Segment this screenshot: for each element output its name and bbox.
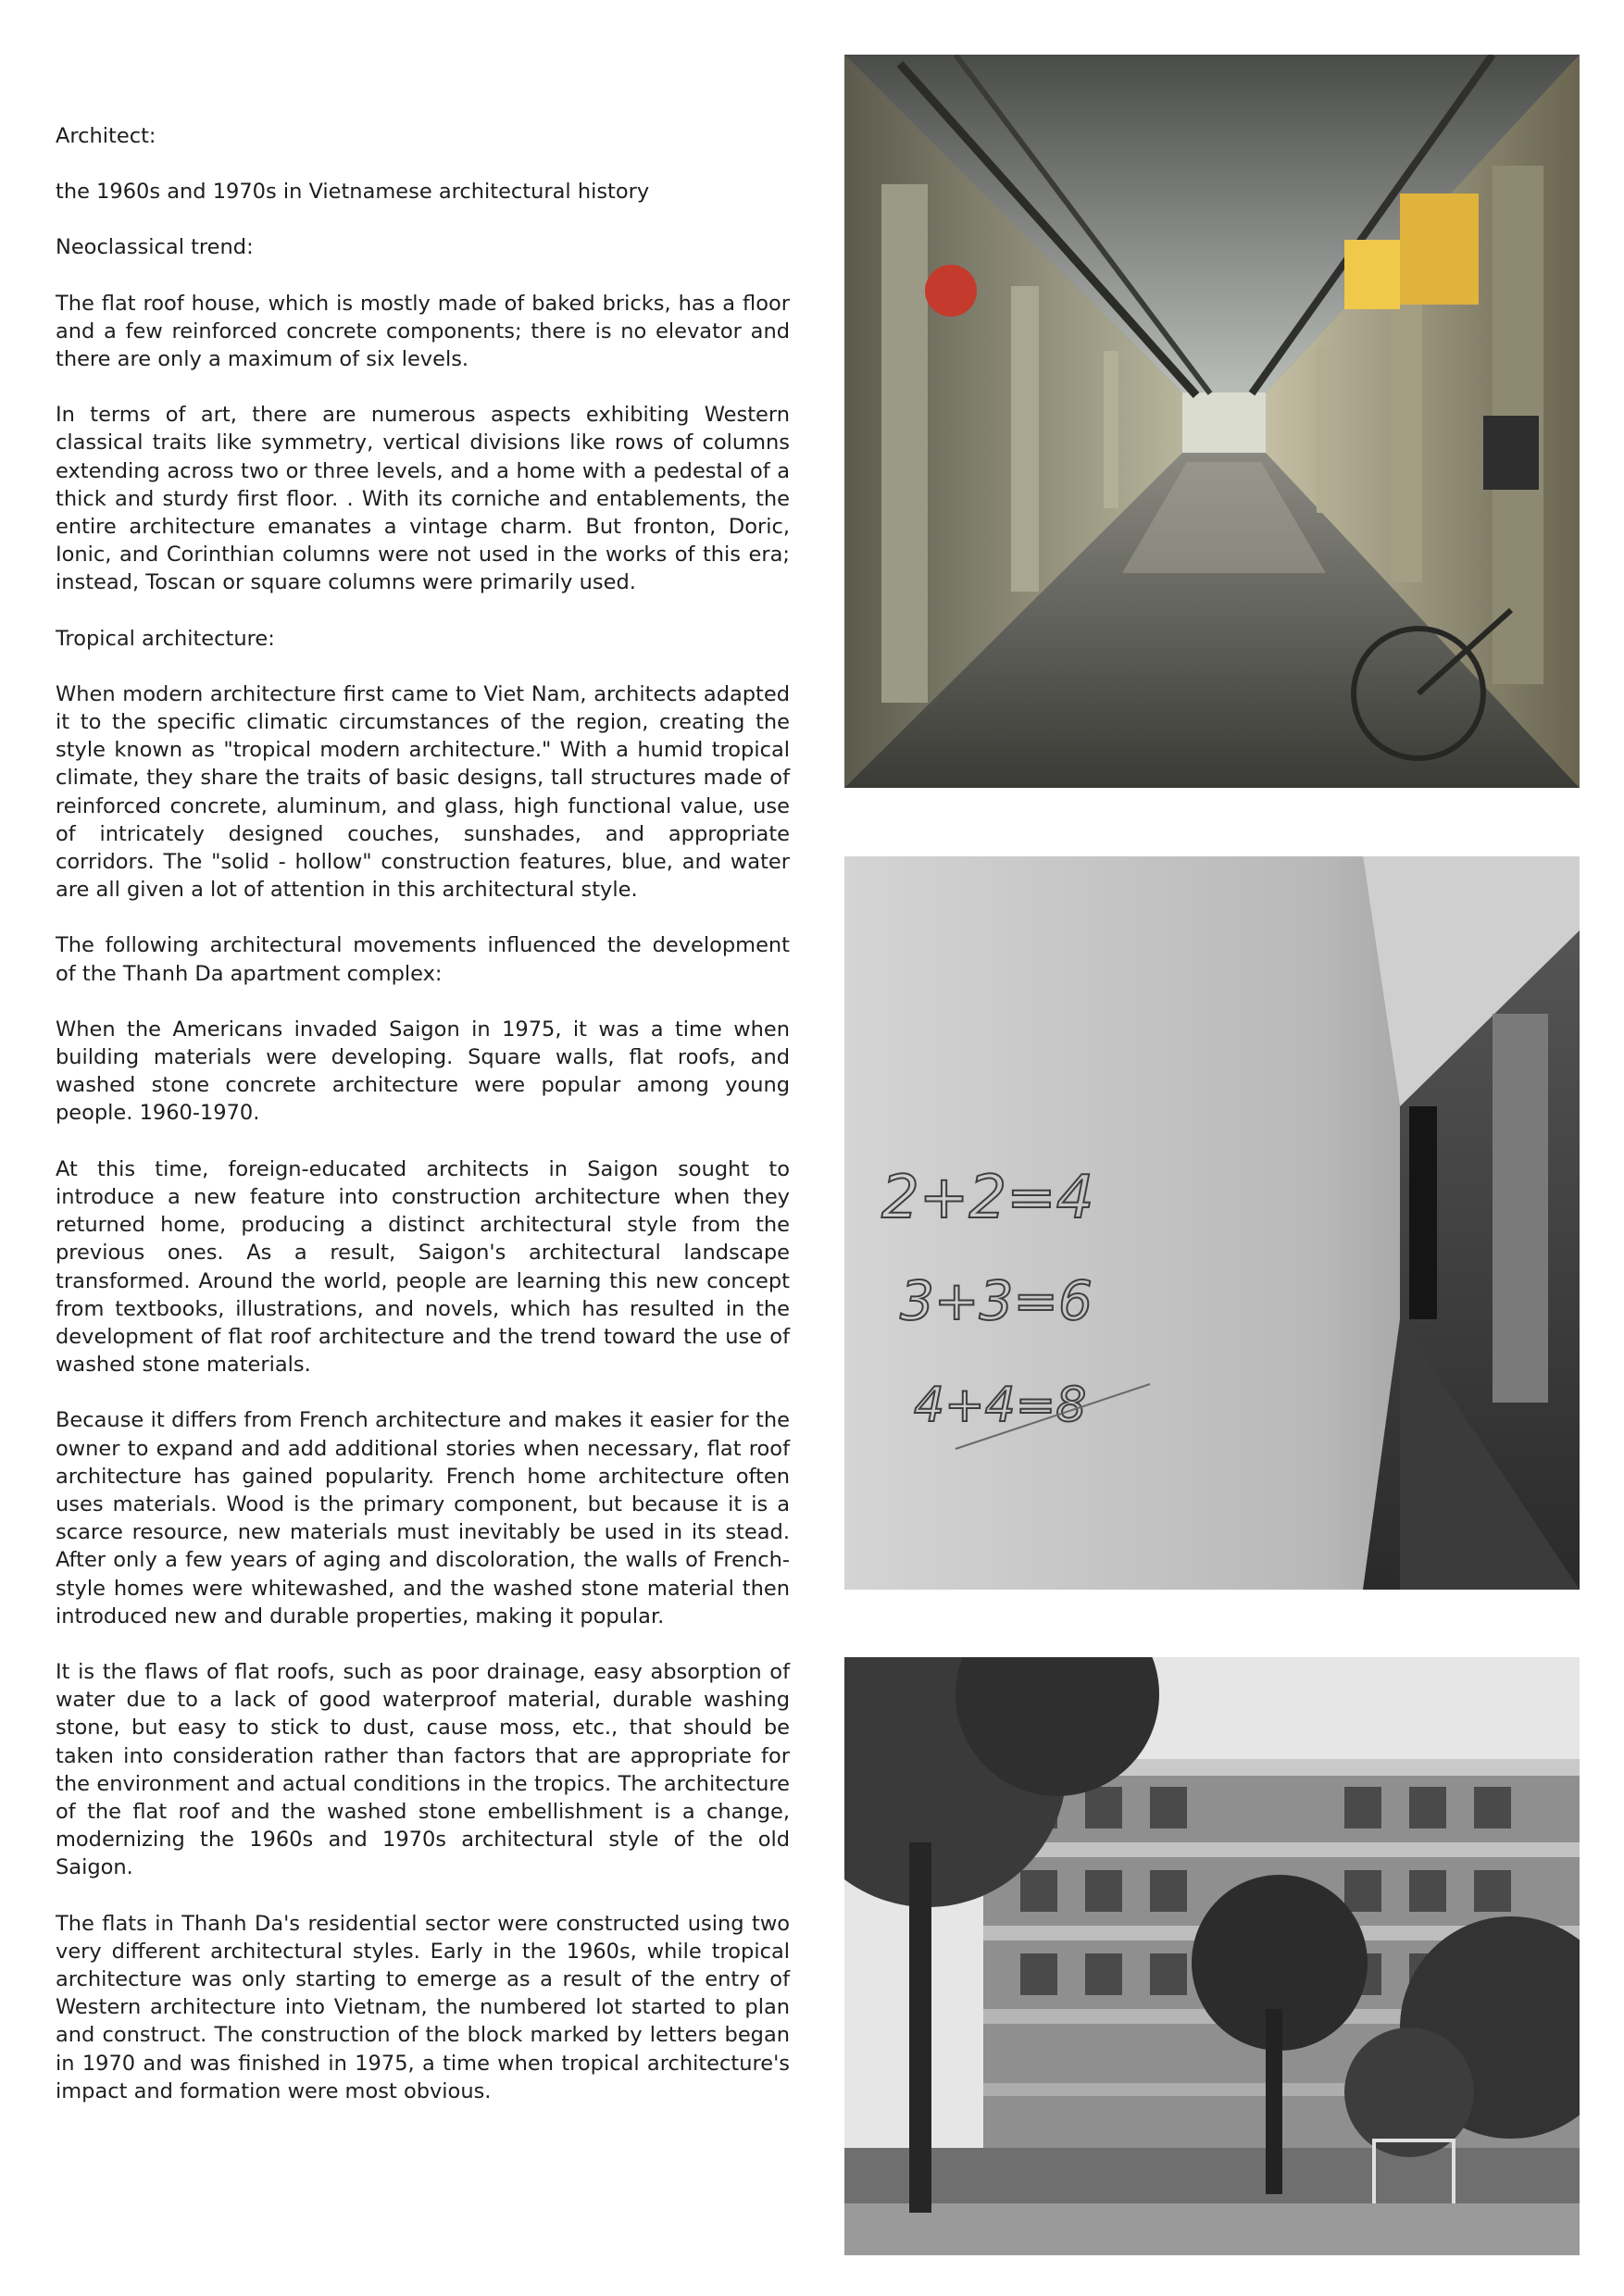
wall-writing-photo [844, 856, 1580, 1590]
paragraph-tropical-modern: When modern architecture first came to Viet Nam, architects adapted it to the specific climatic circumstances of the region, creating the style known as "tropical modern architecture." With a humid tropical climate, they share the traits of basic designs, tall structures made of reinforced concrete, aluminum, and glass, high functional value, use of intricately designed couches, sunshades, and appropriate corridors. The "solid - hollow" construction features, blue, and water are all given a lot of attention in this architectural style. [56, 681, 790, 903]
paragraph-flat-roof-house: The flat roof house, which is mostly made of baked bricks, has a floor and a few reinforced concrete components; there is no elevator and there are only a maximum of six levels. [56, 291, 790, 372]
apartment-building-photo [844, 1657, 1580, 2255]
paragraph-saigon-1975: When the Americans invaded Saigon in 1975, it was a time when building materials were developing. Square walls, flat roofs, and washed stone concrete architecture were popular among young people. 1960-1970. [56, 1017, 790, 1126]
chalk-writing-3: 4+4=8 [914, 1378, 1087, 1433]
architect-heading: Architect: [56, 124, 156, 148]
neoclassical-heading: Neoclassical trend: [56, 235, 254, 260]
article-text-column [56, 122, 790, 2133]
paragraph-thanh-da-flats: The flats in Thanh Da's residential sector were constructed using two very different architectural styles. Early in the 1960s, while tropical architecture was only starting to emerge as a result of the entry of Western architecture into Vietnam, the numbered lot started to plan and construct. The construction of the block marked by letters began in 1970 and was finished in 1975, a time when tropical architecture's impact and formation were most obvious. [56, 1911, 790, 2103]
paragraph-movements-intro: The following architectural movements influenced the development of the Thanh Da apartment complex: [56, 933, 790, 986]
tropical-heading: Tropical architecture: [56, 626, 275, 651]
corridor-photo [844, 55, 1580, 788]
paragraph-flat-roof-flaws: It is the flaws of flat roofs, such as poor drainage, easy absorption of water due to a lack of good waterproof material, durable washing stone, but easy to stick to dust, cause moss, etc., that should be taken into consideration rather than factors that are appropriate for the environment and actual conditions in the tropics. The architecture of the flat roof and the washed stone embellishment is a change, modernizing the 1960s and 1970s architectural style of the old Saigon. [56, 1659, 790, 1880]
wall-writing-photo-drawing [844, 856, 1580, 1590]
apartment-building-photo-drawing [844, 1657, 1580, 2255]
paragraph-french-architecture: Because it differs from French architecture and makes it easier for the owner to expand and add additional stories when necessary, flat roof architecture has gained popularity. French home architecture often uses materials. Wood is the primary component, but because it is a scarce resource, new materials must inevitably be used in its stead. After only a few years of aging and discoloration, the walls of French-style homes were whitewashed, and the washed stone material then introduced new and durable properties, making it popular. [56, 1408, 790, 1628]
paragraph-foreign-educated-architects: At this time, foreign-educated architects in Saigon sought to introduce a new feature into construction architecture when they returned home, producing a distinct architectural style from the previous ones. As a result, Saigon's architectural landscape transformed. Around the world, people are learning this new concept from textbooks, illustrations, and novels, which has resulted in the development of flat roof architecture and the trend toward the use of washed stone materials. [56, 1156, 790, 1378]
chalk-writing-1: 2+2=4 [881, 1164, 1094, 1232]
chalk-writing-2: 3+3=6 [900, 1269, 1093, 1332]
paragraph-western-classical-traits: In terms of art, there are numerous aspects exhibiting Western classical traits like symmetry, vertical divisions like rows of columns extending across two or three levels, and a home with a pedestal of a thick and sturdy first floor. . With its corniche and entablements, the entire architecture emanates a vintage charm. But fronton, Doric, Ionic, and Corinthian columns were not used in the works of this era; instead, Toscan or square columns were primarily used. [56, 403, 790, 595]
era-subtitle: the 1960s and 1970s in Vietnamese architectural history [56, 180, 650, 205]
corridor-photo-drawing [844, 55, 1580, 788]
